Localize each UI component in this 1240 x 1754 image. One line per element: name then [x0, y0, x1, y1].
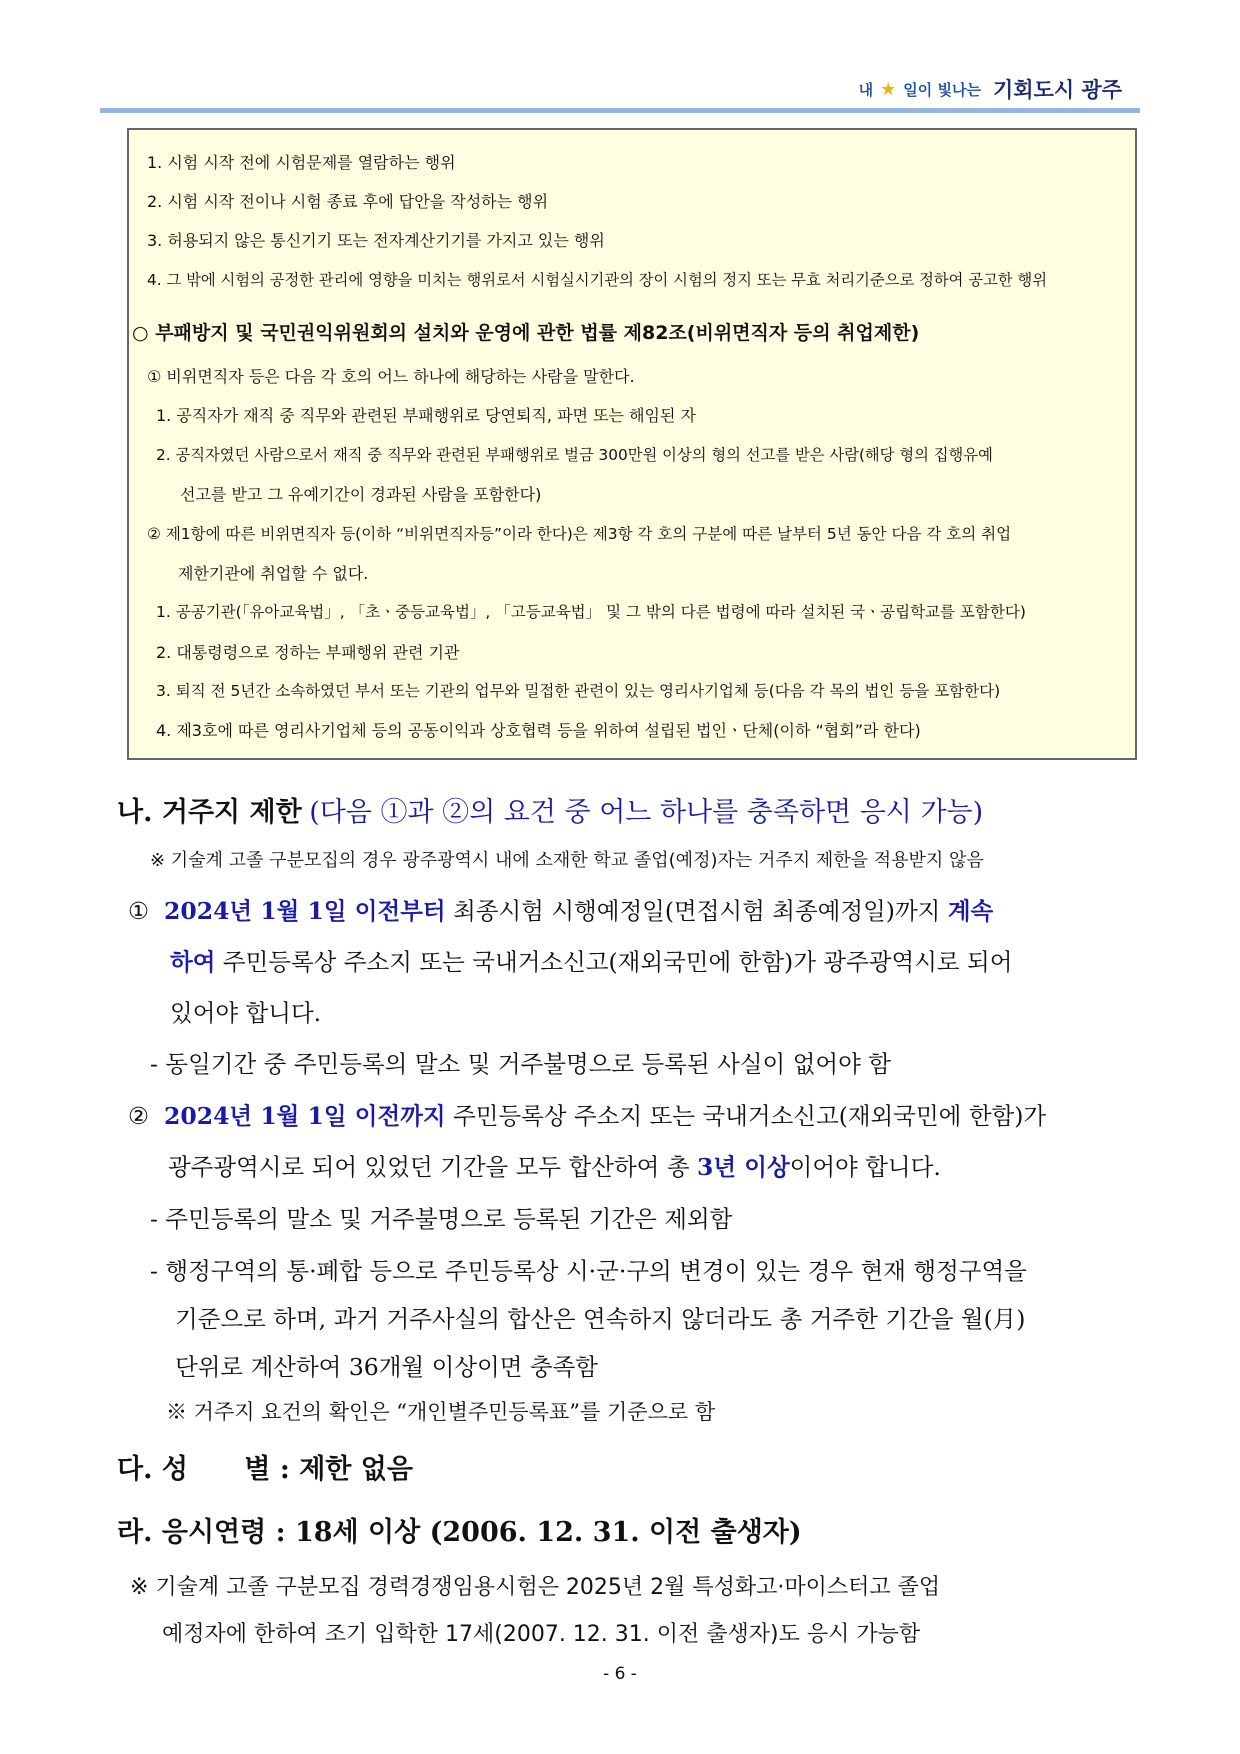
law-item: 3. 허용되지 않은 통신기기 또는 전자계산기기를 가지고 있는 행위 — [147, 231, 605, 250]
requirement-2-subitem: - 주민등록의 말소 및 거주불명으로 등록된 기간은 제외함 — [150, 1205, 733, 1233]
requirement-2-subitem-continuation: 단위로 계산하여 36개월 이상이면 충족함 — [175, 1353, 598, 1381]
requirement-text: 광주광역시로 되어 있었던 기간을 모두 합산하여 총 — [168, 1153, 698, 1181]
law-item: 1. 공공기관(「유아교육법」, 「초ㆍ중등교육법」, 「고등교육법」 및 그 밖의 다른 법령에 따라 설치된 국ㆍ공립학교를 포함한다) — [156, 603, 1026, 621]
law-heading: ○ 부패방지 및 국민권익위원회의 설치와 운영에 관한 법률 제82조(비위면직자 등의 취업제한) — [132, 322, 920, 344]
logo-slogan-part1: 내 — [858, 80, 874, 99]
law-clause: ① 비위면직자 등은 다음 각 호의 어느 하나에 해당하는 사람을 말한다. — [147, 367, 635, 386]
requirement-text: 주민등록상 주소지 또는 국내거소신고(재외국민에 한함)가 — [445, 1102, 1047, 1130]
requirement-2-line2 — [168, 1148, 941, 1182]
residence-note: ※ 기술계 고졸 구분모집의 경우 광주광역시 내에 소재한 학교 졸업(예정)자는 거주지 제한을 적용받지 않음 — [150, 850, 984, 871]
law-item: 2. 공직자였던 사람으로서 재직 중 직무와 관련된 부패행위로 벌금 300만원 이상의 형의 선고를 받은 사람(해당 형의 집행유예 — [156, 446, 993, 464]
law-item: 3. 퇴직 전 5년간 소속하였던 부서 또는 기관의 업무와 밀접한 관련이 있는 영리사기업체 등(다음 각 목의 법인 등을 포함한다) — [156, 682, 1001, 700]
star-icon: ★ — [880, 78, 897, 100]
law-clause: ② 제1항에 따른 비위면직자 등(이하 “비위면직자등”이라 한다)은 제3항 각 호의 구분에 따른 날부터 5년 동안 다음 각 호의 취업 — [147, 525, 1012, 543]
law-item: 2. 시험 시작 전이나 시험 종료 후에 답안을 작성하는 행위 — [147, 192, 549, 211]
requirement-1-line2 — [170, 943, 1012, 977]
requirement-text: 주민등록상 주소지 또는 국내거소신고(재외국민에 한함)가 광주광역시로 되어 — [215, 948, 1013, 976]
logo-city-name: 기회도시 광주 — [992, 78, 1122, 102]
age-note: ※ 기술계 고졸 구분모집 경력경쟁임용시험은 2025년 2월 특성화고·마이스터고 졸업 — [130, 1575, 941, 1600]
requirement-number: ② — [128, 1102, 150, 1130]
law-item: 1. 시험 시작 전에 시험문제를 열람하는 행위 — [147, 153, 456, 172]
section-title: 나. 거주지 제한 — [117, 797, 302, 828]
requirement-1-line1 — [128, 892, 993, 926]
requirement-2-subitem-continuation: 기준으로 하며, 과거 거주사실의 합산은 연속하지 않더라도 총 거주한 기간을 월(月) — [175, 1305, 1026, 1333]
section-heading-age: 라. 응시연령 : 18세 이상 (2006. 12. 31. 이전 출생자) — [117, 1517, 802, 1548]
requirement-2-line1 — [128, 1097, 1046, 1131]
requirement-text: 최종시험 시행예정일(면접시험 최종예정일)까지 — [445, 897, 948, 925]
law-item: 2. 대통령령으로 정하는 부패행위 관련 기관 — [156, 643, 460, 662]
law-item-continuation: 선고를 받고 그 유예기간이 경과된 사람을 포함한다) — [180, 485, 542, 504]
law-item: 1. 공직자가 재직 중 직무와 관련된 부패행위로 당연퇴직, 파면 또는 해임된 자 — [156, 406, 696, 425]
section-subtitle: (다음 ①과 ②의 요건 중 어느 하나를 충족하면 응시 가능) — [309, 797, 984, 828]
residence-verification-note: ※ 거주지 요건의 확인은 “개인별주민등록표”를 기준으로 함 — [166, 1400, 716, 1424]
age-note-continuation: 예정자에 한하여 조기 입학한 17세(2007. 12. 31. 이전 출생자)도 응시 가능함 — [162, 1622, 921, 1647]
highlight-text: 하여 — [170, 948, 216, 976]
requirement-1-subitem: - 동일기간 중 주민등록의 말소 및 거주불명으로 등록된 사실이 없어야 함 — [150, 1050, 891, 1078]
highlight-date: 2024년 1월 1일 이전부터 — [164, 897, 446, 925]
section-heading-gender: 다. 성 별 : 제한 없음 — [117, 1454, 413, 1485]
highlight-date: 2024년 1월 1일 이전까지 — [164, 1102, 446, 1130]
header-logo — [859, 74, 1122, 104]
highlight-text: 계속 — [947, 897, 994, 925]
section-heading-residence — [117, 790, 983, 829]
law-clause-continuation: 제한기관에 취업할 수 없다. — [178, 564, 369, 583]
requirement-number: ① — [128, 897, 150, 925]
requirement-2-subitem: - 행정구역의 통·폐합 등으로 주민등록상 시·군·구의 변경이 있는 경우 현재 행정구역을 — [150, 1257, 1027, 1285]
requirement-text: 이어야 합니다. — [789, 1153, 941, 1181]
requirement-1-line3: 있어야 합니다. — [170, 999, 322, 1027]
header-divider — [100, 108, 1140, 113]
page-number: - 6 - — [603, 1664, 637, 1684]
highlight-text: 3년 이상 — [697, 1153, 790, 1181]
law-item: 4. 제3호에 따른 영리사기업체 등의 공동이익과 상호협력 등을 위하여 설립된 법인ㆍ단체(이하 “협회”라 한다) — [156, 721, 921, 740]
logo-slogan-part2: 일이 빛나는 — [903, 80, 981, 99]
law-item: 4. 그 밖에 시험의 공정한 관리에 영향을 미치는 행위로서 시험실시기관의 장이 시험의 정지 또는 무효 처리기준으로 정하여 공고한 행위 — [147, 271, 1048, 289]
